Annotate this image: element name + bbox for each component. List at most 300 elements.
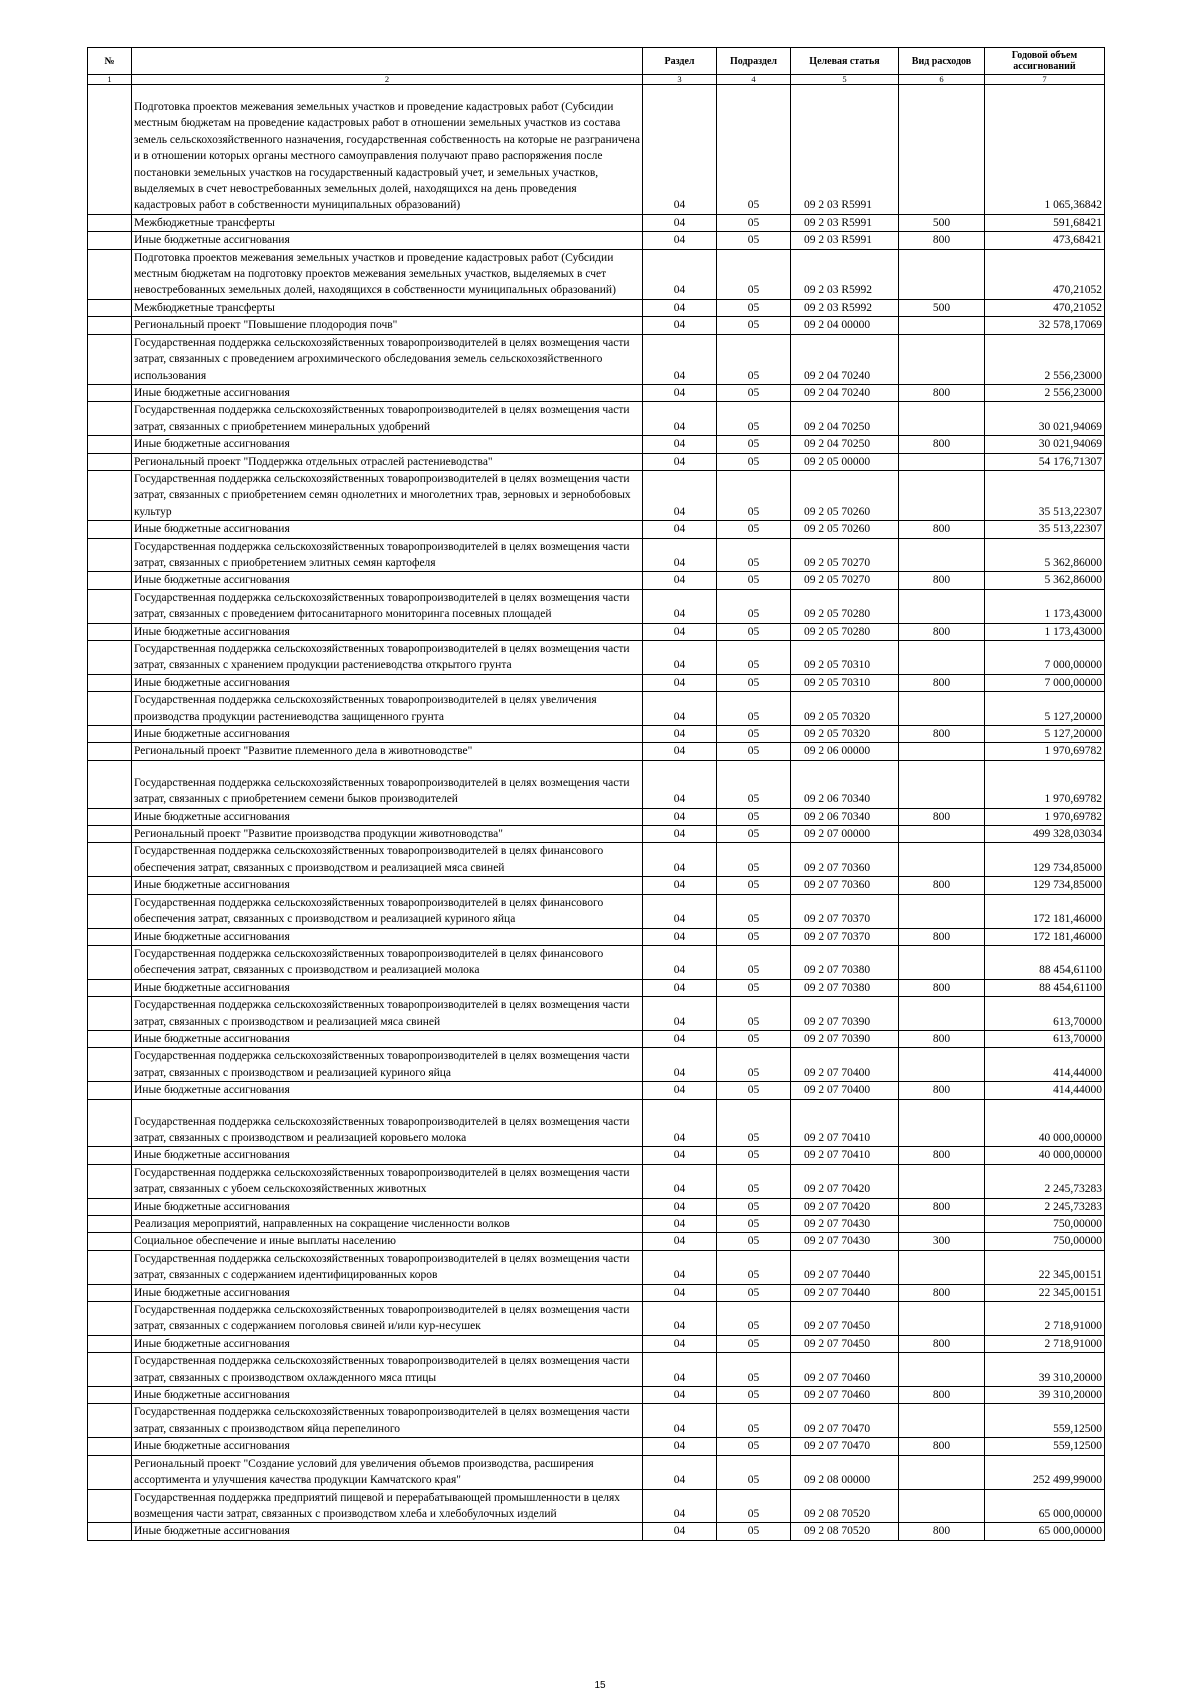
row-number-cell [88,1030,132,1047]
row-number-cell [88,1387,132,1404]
row-name-cell: Государственная поддержка сельскохозяйственных товаропроизводителей в целях возмещения части затрат, связанных с производством и реализацией коровьего молока [132,1099,643,1147]
row-target-article-cell: 09 2 05 70320 [791,726,899,743]
table-row [88,1489,1105,1523]
row-podrazdel-cell: 05 [717,1335,791,1352]
row-number-cell [88,589,132,623]
row-name-cell: Иные бюджетные ассигнования [132,1030,643,1047]
row-razdel-cell: 04 [643,641,717,675]
row-name-cell: Подготовка проектов межевания земельных участков и проведение кадастровых работ (Субсидии местным бюджетам на подготовку проектов межевания земельных участков, выделяемых в счет невостребованных земельных долей, находящихся в собственности муниципальных образований) [132,249,643,299]
row-number-cell [88,1099,132,1147]
row-name-cell: Государственная поддержка сельскохозяйственных товаропроизводителей в целях возмещения части затрат, связанных с проведением фитосанитарного мониторинга посевных площадей [132,589,643,623]
table-row [88,470,1105,520]
row-name-cell: Иные бюджетные ассигнования [132,1082,643,1099]
row-target-article-cell: 09 2 03 R5991 [791,232,899,249]
row-podrazdel-cell: 05 [717,945,791,979]
table-row [88,85,1105,215]
row-amount-cell: 2 245,73283 [985,1198,1105,1215]
row-amount-cell: 7 000,00000 [985,674,1105,691]
row-expense-type-cell: 800 [899,436,985,453]
row-expense-type-cell: 800 [899,521,985,538]
row-razdel-cell: 04 [643,317,717,334]
row-podrazdel-cell: 05 [717,1438,791,1455]
table-row [88,1233,1105,1250]
row-number-cell [88,692,132,726]
row-amount-cell: 35 513,22307 [985,470,1105,520]
row-name-cell: Иные бюджетные ассигнования [132,1284,643,1301]
row-target-article-cell: 09 2 07 70410 [791,1147,899,1164]
row-podrazdel-cell: 05 [717,877,791,894]
row-number-cell [88,1335,132,1352]
row-number-cell [88,436,132,453]
row-expense-type-cell: 800 [899,808,985,825]
table-row [88,979,1105,996]
table-row [88,877,1105,894]
row-amount-cell: 613,70000 [985,1030,1105,1047]
row-number-cell [88,1353,132,1387]
row-razdel-cell: 04 [643,1404,717,1438]
table-row [88,826,1105,843]
row-razdel-cell: 04 [643,1030,717,1047]
table-row [88,674,1105,691]
row-expense-type-cell [899,743,985,760]
table-row [88,623,1105,640]
row-podrazdel-cell: 05 [717,589,791,623]
row-number-cell [88,1284,132,1301]
row-amount-cell: 88 454,61100 [985,979,1105,996]
row-expense-type-cell [899,470,985,520]
row-podrazdel-cell: 05 [717,928,791,945]
row-name-cell: Государственная поддержка сельскохозяйственных товаропроизводителей в целях финансового обеспечения затрат, связанных с производством и реализацией куриного яйца [132,894,643,928]
row-razdel-cell: 04 [643,453,717,470]
row-razdel-cell: 04 [643,743,717,760]
row-number-cell [88,760,132,808]
row-number-cell [88,317,132,334]
row-podrazdel-cell: 05 [717,894,791,928]
row-amount-cell: 5 362,86000 [985,572,1105,589]
row-podrazdel-cell: 05 [717,623,791,640]
row-expense-type-cell [899,402,985,436]
row-razdel-cell: 04 [643,1438,717,1455]
row-target-article-cell: 09 2 07 70470 [791,1404,899,1438]
row-amount-cell: 22 345,00151 [985,1284,1105,1301]
row-podrazdel-cell: 05 [717,1048,791,1082]
row-expense-type-cell: 800 [899,1082,985,1099]
row-podrazdel-cell: 05 [717,1404,791,1438]
row-podrazdel-cell: 05 [717,843,791,877]
row-podrazdel-cell: 05 [717,334,791,384]
row-target-article-cell: 09 2 07 70360 [791,843,899,877]
header-name [132,48,643,75]
row-expense-type-cell [899,843,985,877]
row-expense-type-cell [899,1489,985,1523]
row-amount-cell: 252 499,99000 [985,1455,1105,1489]
row-razdel-cell: 04 [643,1387,717,1404]
row-target-article-cell: 09 2 03 R5991 [791,85,899,215]
row-razdel-cell: 04 [643,1233,717,1250]
row-podrazdel-cell: 05 [717,1233,791,1250]
row-name-cell: Социальное обеспечение и иные выплаты населению [132,1233,643,1250]
row-expense-type-cell: 800 [899,384,985,401]
row-target-article-cell: 09 2 05 70310 [791,641,899,675]
row-amount-cell: 129 734,85000 [985,877,1105,894]
row-amount-cell: 2 556,23000 [985,334,1105,384]
row-podrazdel-cell: 05 [717,674,791,691]
row-expense-type-cell [899,1404,985,1438]
row-number-cell [88,249,132,299]
row-target-article-cell: 09 2 05 70260 [791,470,899,520]
row-number-cell [88,726,132,743]
row-expense-type-cell [899,1455,985,1489]
row-expense-type-cell [899,85,985,215]
row-number-cell [88,623,132,640]
row-podrazdel-cell: 05 [717,299,791,316]
row-expense-type-cell [899,1216,985,1233]
row-amount-cell: 1 173,43000 [985,623,1105,640]
row-target-article-cell: 09 2 06 70340 [791,760,899,808]
table-row [88,808,1105,825]
row-amount-cell: 559,12500 [985,1438,1105,1455]
row-razdel-cell: 04 [643,402,717,436]
table-row [88,436,1105,453]
row-name-cell: Иные бюджетные ассигнования [132,1147,643,1164]
table-row [88,1404,1105,1438]
row-number-cell [88,538,132,572]
row-amount-cell: 470,21052 [985,299,1105,316]
row-expense-type-cell [899,894,985,928]
row-podrazdel-cell: 05 [717,572,791,589]
row-name-cell: Иные бюджетные ассигнования [132,623,643,640]
row-name-cell: Иные бюджетные ассигнования [132,674,643,691]
table-row [88,538,1105,572]
header-razdel: Раздел [643,48,717,75]
row-podrazdel-cell: 05 [717,436,791,453]
row-podrazdel-cell: 05 [717,1387,791,1404]
table-row [88,299,1105,316]
column-number-row [88,75,1105,85]
row-name-cell: Иные бюджетные ассигнования [132,928,643,945]
row-podrazdel-cell: 05 [717,249,791,299]
row-amount-cell: 414,44000 [985,1048,1105,1082]
row-amount-cell: 1 065,36842 [985,85,1105,215]
row-expense-type-cell [899,317,985,334]
row-number-cell [88,1404,132,1438]
row-amount-cell: 613,70000 [985,997,1105,1031]
row-name-cell: Государственная поддержка сельскохозяйственных товаропроизводителей в целях финансового обеспечения затрат, связанных с производством и реализацией молока [132,945,643,979]
row-number-cell [88,1489,132,1523]
row-razdel-cell: 04 [643,826,717,843]
row-name-cell: Иные бюджетные ассигнования [132,1438,643,1455]
row-amount-cell: 30 021,94069 [985,436,1105,453]
row-expense-type-cell [899,997,985,1031]
row-amount-cell: 39 310,20000 [985,1387,1105,1404]
row-target-article-cell: 09 2 04 70240 [791,384,899,401]
row-expense-type-cell [899,589,985,623]
row-number-cell [88,470,132,520]
row-target-article-cell: 09 2 07 70370 [791,928,899,945]
row-podrazdel-cell: 05 [717,1284,791,1301]
row-razdel-cell: 04 [643,726,717,743]
table-row [88,1164,1105,1198]
table-row [88,232,1105,249]
row-number-cell [88,1233,132,1250]
table-row [88,384,1105,401]
row-number-cell [88,453,132,470]
row-razdel-cell: 04 [643,1048,717,1082]
row-name-cell: Государственная поддержка сельскохозяйственных товаропроизводителей в целях возмещения части затрат, связанных с проведением агрохимического обследования земель сельскохозяйственного использования [132,334,643,384]
column-number: 7 [985,75,1105,85]
row-name-cell: Государственная поддержка сельскохозяйственных товаропроизводителей в целях возмещения части затрат, связанных с производством охлажденного мяса птицы [132,1353,643,1387]
row-name-cell: Государственная поддержка сельскохозяйственных товаропроизводителей в целях увеличения производства продукции растениеводства защищенного грунта [132,692,643,726]
row-podrazdel-cell: 05 [717,214,791,231]
row-target-article-cell: 09 2 07 70390 [791,997,899,1031]
row-razdel-cell: 04 [643,1353,717,1387]
row-number-cell [88,1147,132,1164]
row-podrazdel-cell: 05 [717,402,791,436]
row-expense-type-cell [899,826,985,843]
row-razdel-cell: 04 [643,760,717,808]
row-target-article-cell: 09 2 07 70380 [791,945,899,979]
row-target-article-cell: 09 2 07 70440 [791,1284,899,1301]
row-target-article-cell: 09 2 08 70520 [791,1489,899,1523]
row-amount-cell: 88 454,61100 [985,945,1105,979]
row-target-article-cell: 09 2 07 70380 [791,979,899,996]
row-number-cell [88,1302,132,1336]
row-amount-cell: 35 513,22307 [985,521,1105,538]
row-name-cell: Государственная поддержка сельскохозяйственных товаропроизводителей в целях финансового обеспечения затрат, связанных с производством и реализацией мяса свиней [132,843,643,877]
row-number-cell [88,299,132,316]
row-expense-type-cell: 800 [899,726,985,743]
row-number-cell [88,1164,132,1198]
row-amount-cell: 2 718,91000 [985,1335,1105,1352]
row-target-article-cell: 09 2 07 70430 [791,1233,899,1250]
row-target-article-cell: 09 2 07 70460 [791,1353,899,1387]
row-razdel-cell: 04 [643,1455,717,1489]
row-name-cell: Иные бюджетные ассигнования [132,979,643,996]
row-amount-cell: 2 556,23000 [985,384,1105,401]
row-number-cell [88,85,132,215]
row-expense-type-cell [899,1164,985,1198]
row-target-article-cell: 09 2 07 70420 [791,1164,899,1198]
header-expense-type: Вид расходов [899,48,985,75]
row-name-cell: Иные бюджетные ассигнования [132,521,643,538]
row-amount-cell: 2 245,73283 [985,1164,1105,1198]
row-expense-type-cell: 800 [899,1030,985,1047]
row-expense-type-cell: 500 [899,299,985,316]
row-razdel-cell: 04 [643,928,717,945]
row-target-article-cell: 09 2 05 70280 [791,589,899,623]
row-target-article-cell: 09 2 04 00000 [791,317,899,334]
table-row [88,521,1105,538]
row-number-cell [88,1216,132,1233]
row-name-cell: Региональный проект "Создание условий для увеличения объемов производства, расширения ассортимента и улучшения качества продукции Камчатского края" [132,1455,643,1489]
row-number-cell [88,641,132,675]
row-razdel-cell: 04 [643,334,717,384]
row-target-article-cell: 09 2 05 70270 [791,538,899,572]
row-podrazdel-cell: 05 [717,743,791,760]
table-row [88,1284,1105,1301]
row-number-cell [88,945,132,979]
row-razdel-cell: 04 [643,249,717,299]
row-name-cell: Иные бюджетные ассигнования [132,808,643,825]
row-number-cell [88,743,132,760]
row-target-article-cell: 09 2 07 70390 [791,1030,899,1047]
row-name-cell: Межбюджетные трансферты [132,214,643,231]
row-target-article-cell: 09 2 05 70310 [791,674,899,691]
row-name-cell: Государственная поддержка сельскохозяйственных товаропроизводителей в целях возмещения части затрат, связанных с приобретением элитных семян картофеля [132,538,643,572]
row-razdel-cell: 04 [643,589,717,623]
row-target-article-cell: 09 2 04 70250 [791,402,899,436]
row-expense-type-cell [899,945,985,979]
row-podrazdel-cell: 05 [717,384,791,401]
column-number: 6 [899,75,985,85]
row-amount-cell: 1 173,43000 [985,589,1105,623]
row-name-cell: Межбюджетные трансферты [132,299,643,316]
row-target-article-cell: 09 2 07 70370 [791,894,899,928]
row-expense-type-cell: 800 [899,232,985,249]
row-podrazdel-cell: 05 [717,538,791,572]
row-number-cell [88,877,132,894]
row-razdel-cell: 04 [643,1250,717,1284]
budget-table [87,47,1105,1541]
row-podrazdel-cell: 05 [717,1164,791,1198]
page-number: 15 [594,1680,606,1691]
row-razdel-cell: 04 [643,1164,717,1198]
table-row [88,1455,1105,1489]
row-razdel-cell: 04 [643,945,717,979]
row-name-cell: Региональный проект "Повышение плодородия почв" [132,317,643,334]
table-row [88,1387,1105,1404]
row-expense-type-cell [899,538,985,572]
row-expense-type-cell [899,1099,985,1147]
row-expense-type-cell: 800 [899,623,985,640]
row-podrazdel-cell: 05 [717,1147,791,1164]
row-amount-cell: 5 362,86000 [985,538,1105,572]
row-number-cell [88,402,132,436]
table-row [88,894,1105,928]
row-target-article-cell: 09 2 07 70450 [791,1302,899,1336]
row-name-cell: Реализация мероприятий, направленных на сокращение численности волков [132,1216,643,1233]
row-amount-cell: 39 310,20000 [985,1353,1105,1387]
row-amount-cell: 1 970,69782 [985,760,1105,808]
row-target-article-cell: 09 2 07 70460 [791,1387,899,1404]
row-amount-cell: 65 000,00000 [985,1523,1105,1540]
row-expense-type-cell [899,1250,985,1284]
row-razdel-cell: 04 [643,979,717,996]
row-amount-cell: 591,68421 [985,214,1105,231]
row-razdel-cell: 04 [643,1147,717,1164]
row-number-cell [88,997,132,1031]
row-podrazdel-cell: 05 [717,760,791,808]
row-name-cell: Подготовка проектов межевания земельных участков и проведение кадастровых работ (Субсидии местным бюджетам на проведение кадастровых работ в отношении земельных участков из состава земель сельскохозяйственного назначения, государственная собственность на которые не разграничена и в отношении которых органы местного самоуправления получают право распоряжения после постановки земельных участков на государственный кадастровый учет, и земельных участков, выделяемых в счет невостребованных земельных долей, находящихся на день проведения кадастровых работ в собственности муниципальных образований) [132,85,643,215]
row-amount-cell: 750,00000 [985,1216,1105,1233]
row-target-article-cell: 09 2 06 70340 [791,808,899,825]
row-podrazdel-cell: 05 [717,1455,791,1489]
row-podrazdel-cell: 05 [717,1353,791,1387]
table-row [88,760,1105,808]
row-name-cell: Иные бюджетные ассигнования [132,1198,643,1215]
row-razdel-cell: 04 [643,1523,717,1540]
row-name-cell: Иные бюджетные ассигнования [132,726,643,743]
row-number-cell [88,808,132,825]
row-amount-cell: 5 127,20000 [985,692,1105,726]
table-row [88,1082,1105,1099]
table-row [88,726,1105,743]
row-number-cell [88,1082,132,1099]
row-number-cell [88,826,132,843]
table-row [88,589,1105,623]
table-row [88,249,1105,299]
row-podrazdel-cell: 05 [717,1523,791,1540]
row-amount-cell: 32 578,17069 [985,317,1105,334]
row-target-article-cell: 09 2 07 70450 [791,1335,899,1352]
row-target-article-cell: 09 2 07 70400 [791,1048,899,1082]
row-number-cell [88,1523,132,1540]
row-target-article-cell: 09 2 05 70280 [791,623,899,640]
row-razdel-cell: 04 [643,1302,717,1336]
row-podrazdel-cell: 05 [717,1099,791,1147]
row-amount-cell: 40 000,00000 [985,1099,1105,1147]
row-razdel-cell: 04 [643,214,717,231]
row-amount-cell: 5 127,20000 [985,726,1105,743]
row-expense-type-cell: 300 [899,1233,985,1250]
row-amount-cell: 129 734,85000 [985,843,1105,877]
row-target-article-cell: 09 2 07 70400 [791,1082,899,1099]
row-podrazdel-cell: 05 [717,470,791,520]
row-target-article-cell: 09 2 07 70470 [791,1438,899,1455]
row-name-cell: Иные бюджетные ассигнования [132,232,643,249]
row-name-cell: Государственная поддержка сельскохозяйственных товаропроизводителей в целях возмещения части затрат, связанных с производством яйца перепелиного [132,1404,643,1438]
table-row [88,1099,1105,1147]
row-number-cell [88,521,132,538]
row-amount-cell: 172 181,46000 [985,928,1105,945]
column-number: 3 [643,75,717,85]
row-razdel-cell: 04 [643,894,717,928]
row-target-article-cell: 09 2 06 00000 [791,743,899,760]
row-number-cell [88,1048,132,1082]
row-expense-type-cell: 800 [899,928,985,945]
table-row [88,641,1105,675]
row-name-cell: Иные бюджетные ассигнования [132,1335,643,1352]
table-row [88,214,1105,231]
row-amount-cell: 22 345,00151 [985,1250,1105,1284]
row-podrazdel-cell: 05 [717,826,791,843]
row-number-cell [88,1438,132,1455]
row-expense-type-cell [899,692,985,726]
row-name-cell: Государственная поддержка предприятий пищевой и перерабатывающей промышленности в целях возмещения части затрат, связанных с производством хлеба и хлебобулочных изделий [132,1489,643,1523]
row-number-cell [88,843,132,877]
row-name-cell: Иные бюджетные ассигнования [132,572,643,589]
row-name-cell: Государственная поддержка сельскохозяйственных товаропроизводителей в целях возмещения части затрат, связанных с убоем сельскохозяйственных животных [132,1164,643,1198]
row-name-cell: Государственная поддержка сельскохозяйственных товаропроизводителей в целях возмещения части затрат, связанных с хранением продукции растениеводства открытого грунта [132,641,643,675]
row-number-cell [88,384,132,401]
table-row [88,843,1105,877]
row-name-cell: Государственная поддержка сельскохозяйственных товаропроизводителей в целях возмещения части затрат, связанных с производством и реализацией куриного яйца [132,1048,643,1082]
row-podrazdel-cell: 05 [717,1216,791,1233]
row-razdel-cell: 04 [643,808,717,825]
table-body [88,85,1105,1541]
row-amount-cell: 1 970,69782 [985,808,1105,825]
row-amount-cell: 2 718,91000 [985,1302,1105,1336]
row-razdel-cell: 04 [643,85,717,215]
row-target-article-cell: 09 2 07 70420 [791,1198,899,1215]
row-expense-type-cell: 800 [899,674,985,691]
row-amount-cell: 54 176,71307 [985,453,1105,470]
table-row [88,1438,1105,1455]
row-number-cell [88,894,132,928]
row-number-cell [88,572,132,589]
row-razdel-cell: 04 [643,877,717,894]
table-row [88,1250,1105,1284]
